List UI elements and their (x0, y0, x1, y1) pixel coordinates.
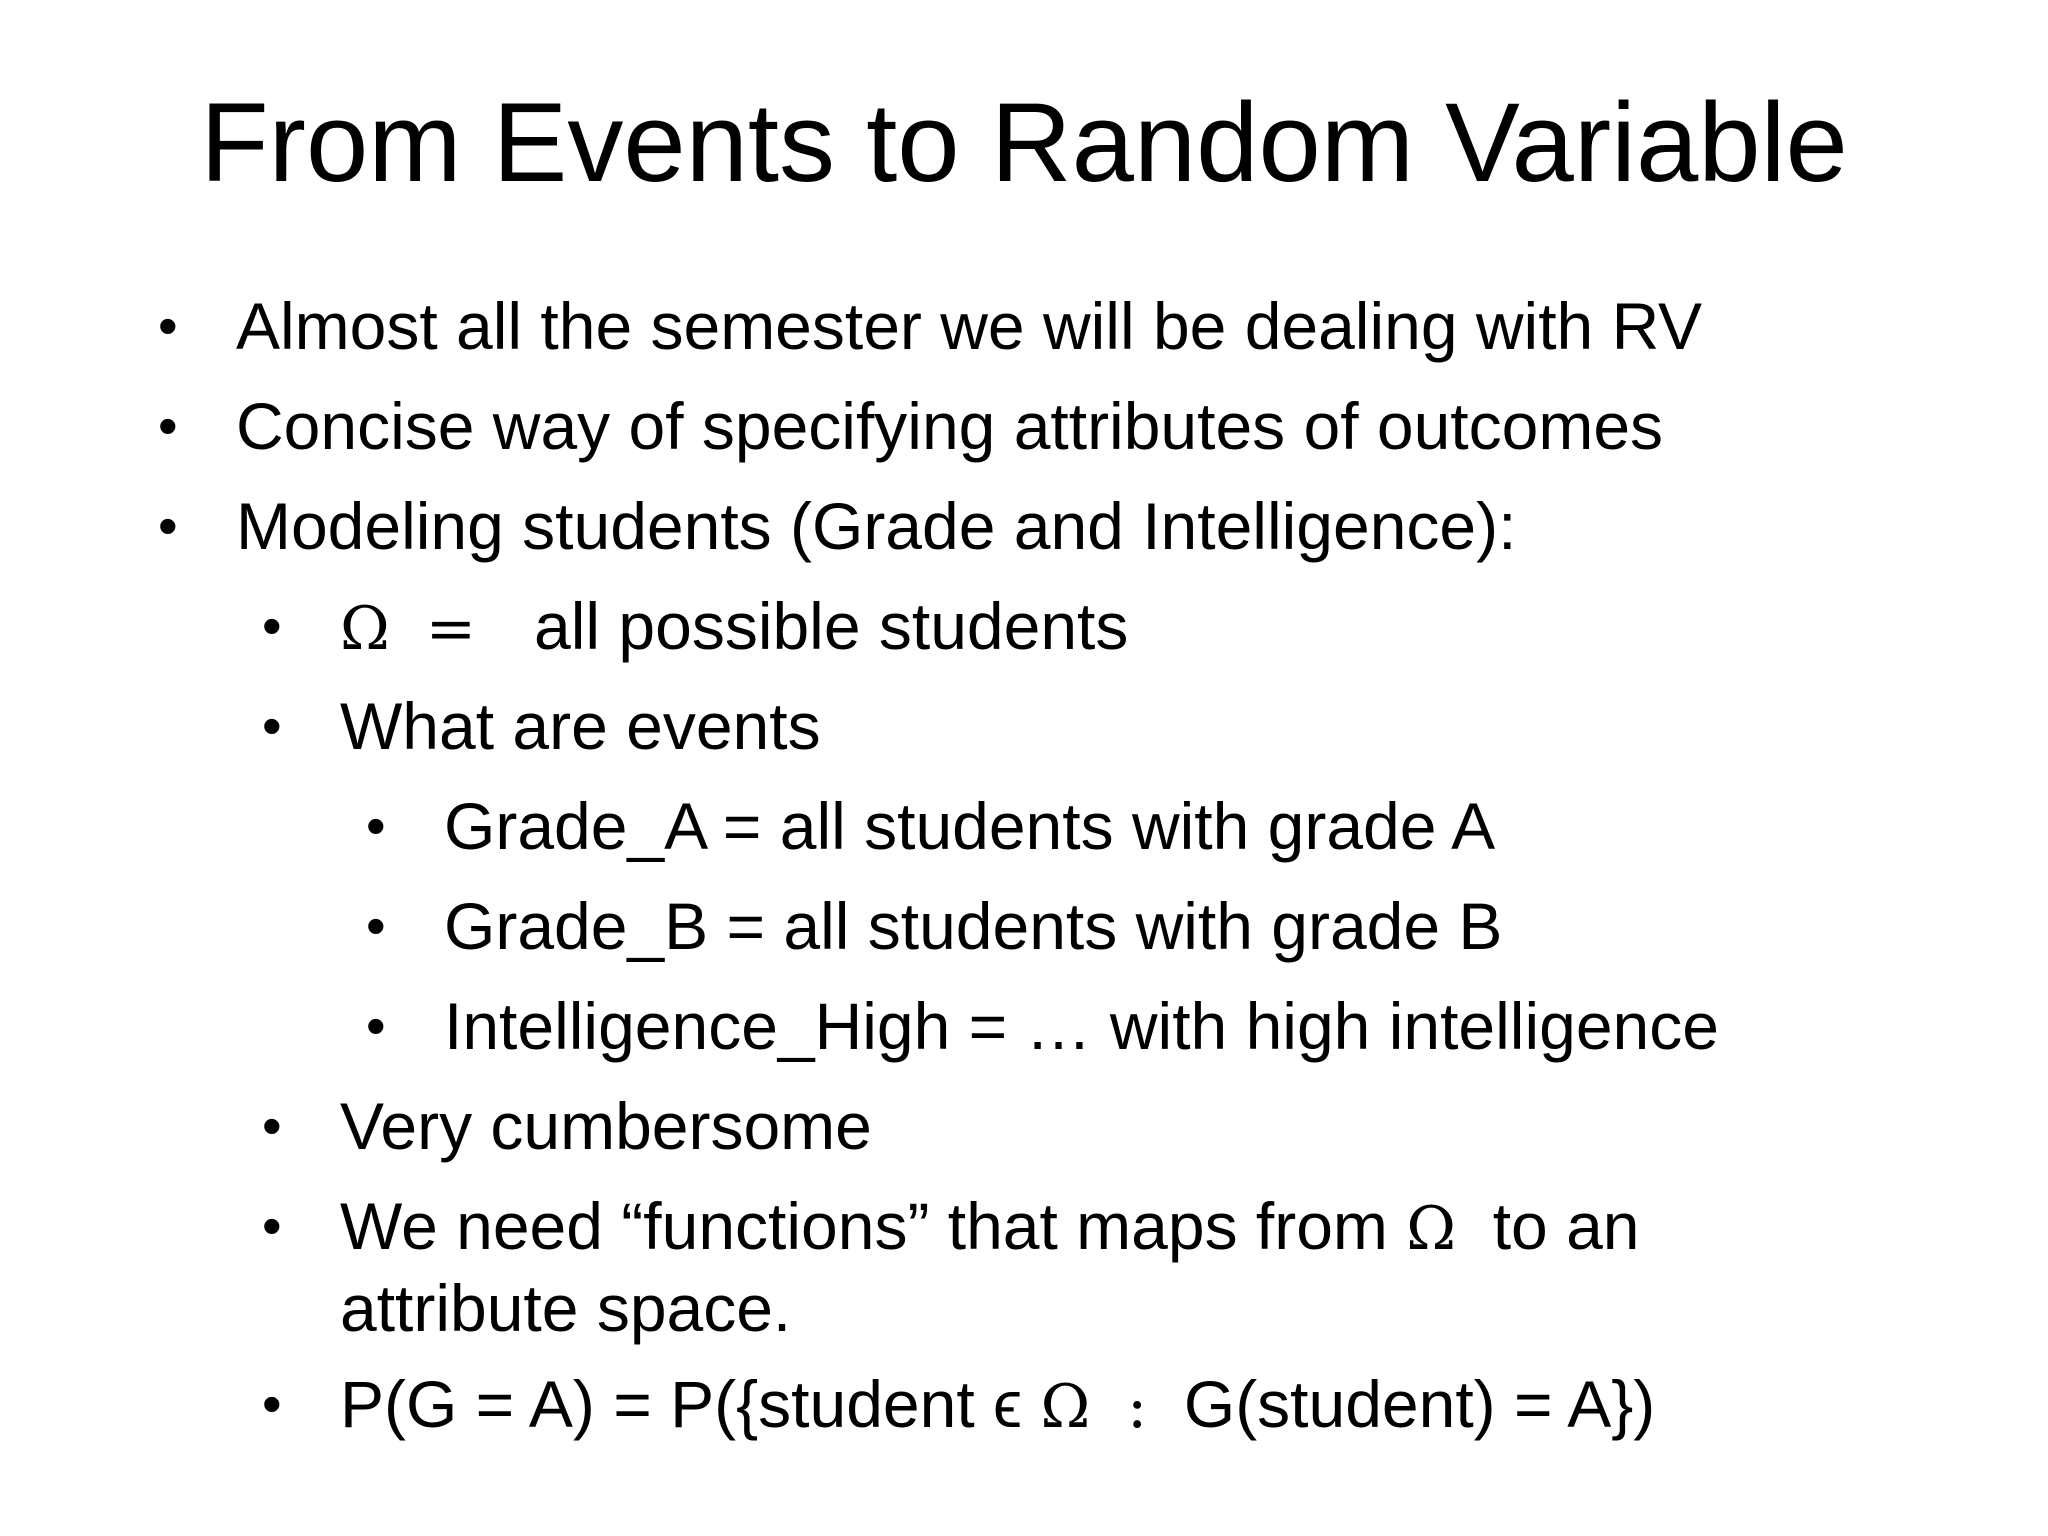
bullet-marker: • (262, 1094, 282, 1157)
bullet-marker: • (366, 794, 386, 857)
bullet-text-tail: G(student) = A}) (1183, 1367, 1656, 1441)
bullet-text (340, 586, 1128, 669)
bullet-text-tail: all possible students (534, 589, 1129, 663)
bullet-marker: • (262, 694, 282, 757)
omega-symbol: Ω (340, 594, 390, 664)
bullet-text: Grade_A = all students with grade A (444, 789, 1496, 863)
bullet-text (340, 1186, 1640, 1269)
bullet-marker: • (158, 494, 178, 557)
bullet-text: What are events (340, 689, 821, 763)
bullet-text: Concise way of specifying attributes of outcomes (236, 389, 1664, 463)
bullet-text-head: We need “functions” that maps from (340, 1189, 1388, 1263)
omega-symbol: Ω (1406, 1194, 1457, 1264)
bullet-text (340, 1364, 1655, 1447)
bullet-text: Grade_B = all students with grade B (444, 889, 1503, 963)
bullet-marker: • (366, 994, 386, 1057)
bullet-text-tail: to an (1492, 1189, 1640, 1263)
slide-title: From Events to Random Variable (200, 80, 1848, 205)
bullet-marker: • (262, 1194, 282, 1257)
bullet-text: Intelligence_High = … with high intelligence (444, 989, 1719, 1063)
bullet-text-head: P(G = A) = P({student ϵ (340, 1367, 1023, 1441)
bullet-marker: • (158, 294, 178, 357)
bullet-marker: • (158, 394, 178, 457)
bullet-text: Almost all the semester we will be dealing with RV (236, 289, 1703, 363)
bullet-marker: • (366, 894, 386, 957)
bullet-marker: • (262, 594, 282, 657)
omega-symbol: Ω (1040, 1372, 1091, 1442)
bullet-marker: • (262, 1372, 282, 1435)
colon-symbol: : (1126, 1372, 1148, 1442)
bullet-text: Modeling students (Grade and Intelligence): (236, 489, 1517, 563)
bullet-text: Very cumbersome (340, 1089, 872, 1163)
equals-symbol: = (425, 594, 477, 664)
bullet-text-continuation: attribute space. (340, 1271, 792, 1345)
